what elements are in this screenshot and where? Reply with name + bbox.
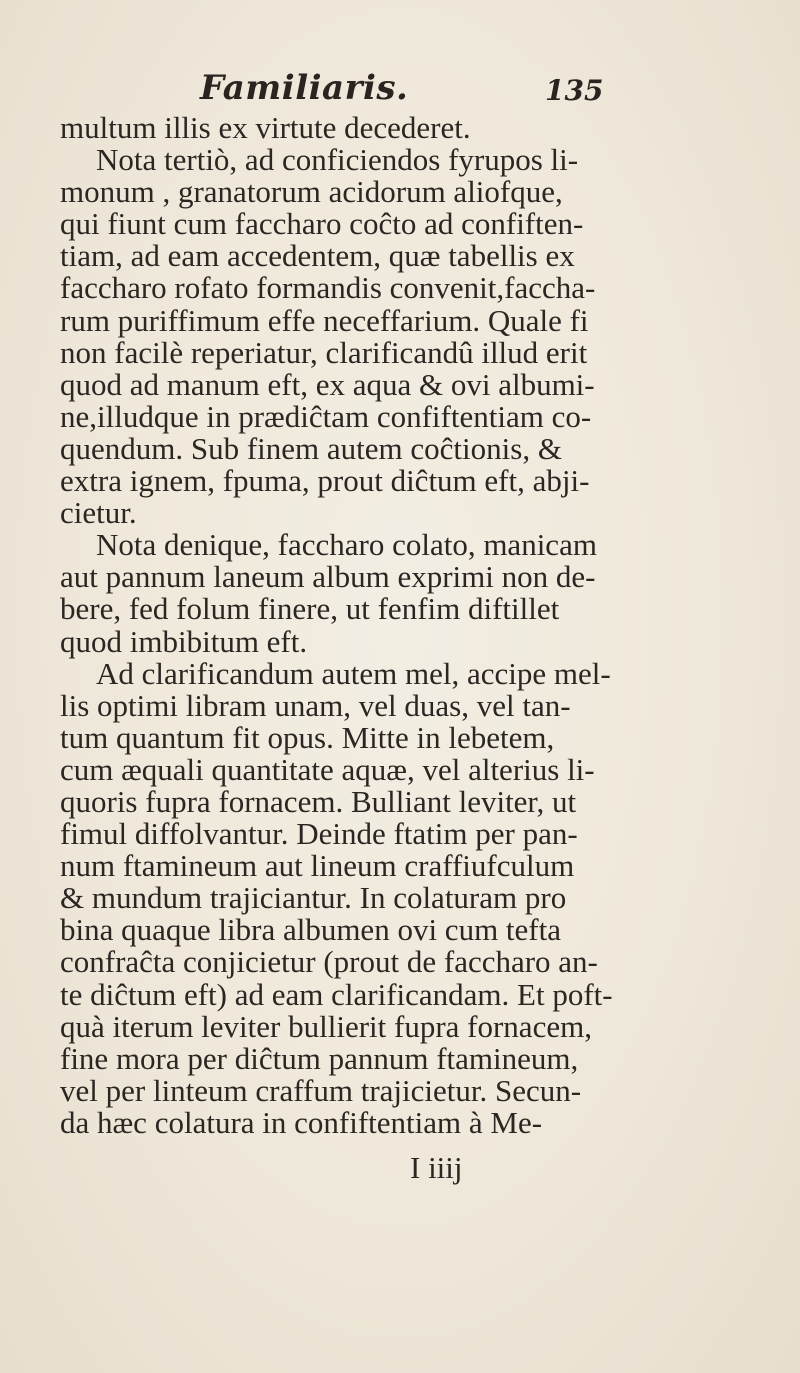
text-line: quà iterum leviter bullierit fupra fornacem, bbox=[60, 1008, 592, 1044]
text-line: ne,illudque in prædiĉtam confiftentiam co- bbox=[60, 398, 592, 434]
text-line: rum puriffimum effe neceffarium. Quale fi bbox=[60, 302, 589, 338]
page-number: 135 bbox=[545, 74, 604, 107]
text-line: te diĉtum eft) ad eam clarificandam. Et poft- bbox=[60, 976, 613, 1012]
text-line: fine mora per diĉtum pannum ftamineum, bbox=[60, 1040, 579, 1076]
text-line: fimul diffolvantur. Deinde ftatim per pan- bbox=[60, 816, 578, 852]
text-line: cietur. bbox=[60, 495, 137, 531]
text-line: Ad clarificandum autem mel, accipe mel- bbox=[96, 655, 611, 691]
text-line: bina quaque libra albumen ovi cum tefta bbox=[60, 912, 561, 948]
text-line: monum , granatorum acidorum aliofque, bbox=[60, 174, 563, 210]
running-head: Familiaris. bbox=[200, 68, 409, 108]
text-line: multum illis ex virtute decederet. bbox=[60, 110, 471, 145]
text-line: Nota denique, faccharo colato, manicam bbox=[96, 527, 597, 563]
text-line: Nota tertiò, ad conficiendos fyrupos li- bbox=[96, 142, 579, 178]
text-line: da hæc colatura in confiftentiam à Me- bbox=[60, 1104, 543, 1140]
text-line: extra ignem, fpuma, prout diĉtum eft, abji- bbox=[60, 463, 590, 499]
text-line: lis optimi libram unam, vel duas, vel tan- bbox=[60, 687, 571, 723]
text-line: qui fiunt cum faccharo coĉto ad confiften- bbox=[60, 206, 584, 242]
text-line: quendum. Sub finem autem coĉtionis, & bbox=[60, 430, 562, 466]
text-line: vel per linteum craffum trajicietur. Secun- bbox=[60, 1072, 582, 1108]
text-line: & mundum trajiciantur. In colaturam pro bbox=[60, 880, 567, 916]
text-line: tum quantum fit opus. Mitte in lebetem, bbox=[60, 719, 555, 755]
text-line: confraĉta conjicietur (prout de faccharo an- bbox=[60, 944, 598, 980]
text-line: non facilè reperiatur, clarificandû illud erit bbox=[60, 334, 588, 370]
text-line: tiam, ad eam accedentem, quæ tabellis ex bbox=[60, 238, 575, 274]
text-line: num ftamineum aut lineum craffiufculum bbox=[60, 848, 575, 884]
signature-mark: I iiij bbox=[410, 1150, 463, 1185]
text-line: quod imbibitum eft. bbox=[60, 623, 308, 659]
body-text bbox=[60, 112, 750, 1139]
text-line: quoris fupra fornacem. Bulliant leviter, ut bbox=[60, 783, 577, 819]
text-line: faccharo rofato formandis convenit,faccha- bbox=[60, 270, 596, 306]
text-line: cum æquali quantitate aquæ, vel alterius li- bbox=[60, 751, 595, 787]
text-line: bere, fed folum finere, ut fenfim diftillet bbox=[60, 591, 560, 627]
text-line: quod ad manum eft, ex aqua & ovi albumi- bbox=[60, 366, 595, 402]
text-line: aut pannum laneum album exprimi non de- bbox=[60, 559, 596, 595]
